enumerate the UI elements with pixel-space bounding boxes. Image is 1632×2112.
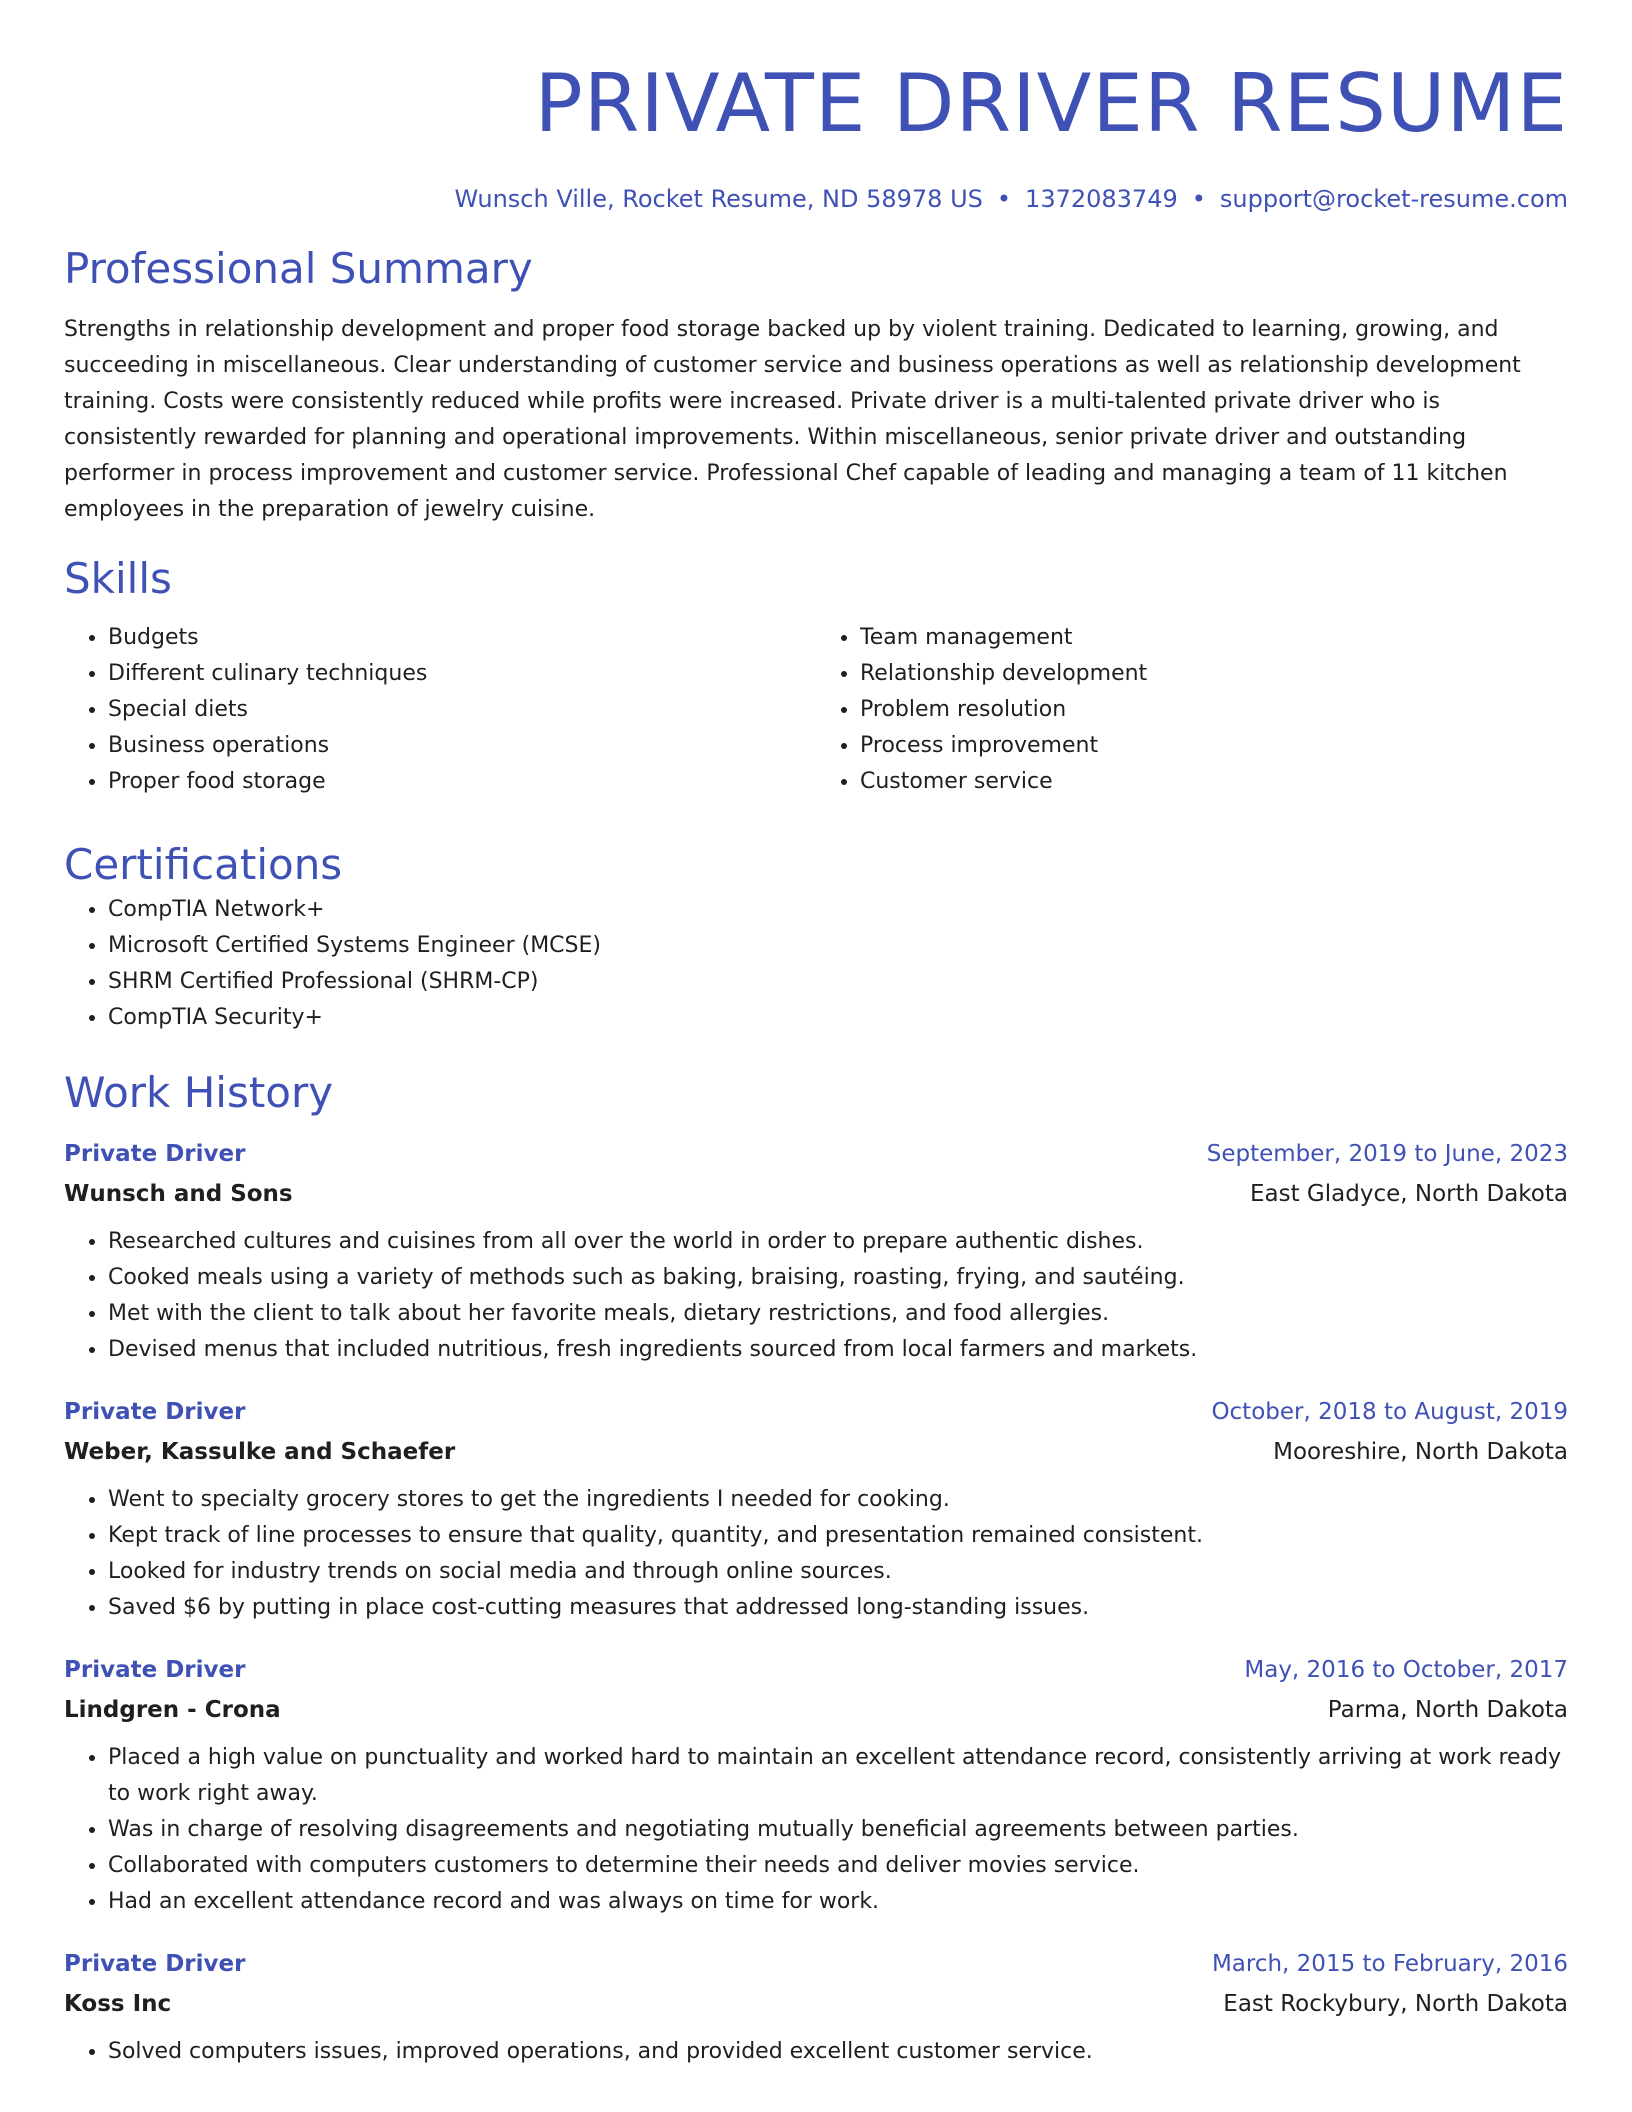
contact-separator: •: [1191, 185, 1206, 213]
skills-column-right: [816, 620, 1568, 800]
resume-page: [64, 0, 1568, 2070]
job-title: Private Driver: [64, 1951, 246, 1977]
job-duties: [64, 1224, 1568, 1368]
skill-item: • Process improvement: [860, 728, 1568, 764]
job-duties: [64, 2034, 1568, 2070]
contact-phone: 1372083749: [1025, 185, 1178, 213]
job-duty-item: • Kept track of line processes to ensure that quality, quantity, and presentation remained consistent.: [108, 1518, 1568, 1554]
contact-address: Wunsch Ville, Rocket Resume, ND 58978 US: [454, 185, 983, 213]
job-company: Weber, Kassulke and Schaefer: [64, 1439, 456, 1465]
job-header-row: [64, 1134, 1568, 1174]
job-duty-item: • Solved computers issues, improved operations, and provided excellent customer service.: [108, 2034, 1568, 2070]
job-header-row: [64, 1944, 1568, 1984]
job-dates: October, 2018 to August, 2019: [1211, 1399, 1568, 1425]
work-history-heading: Work History: [64, 1068, 334, 1117]
contact-separator: •: [996, 185, 1012, 213]
job-company-row: [64, 1984, 1568, 2024]
job-duty-item: • Had an excellent attendance record and was always on time for work.: [108, 1884, 1568, 1920]
job-company: Wunsch and Sons: [64, 1181, 293, 1207]
job-company-row: [64, 1432, 1568, 1472]
job-title: Private Driver: [64, 1657, 246, 1683]
job-company-row: [64, 1690, 1568, 1730]
summary-text: Strengths in relationship development and proper food storage backed up by violent training. Dedicated to learning, growing, and succeeding in miscellaneous. Clear understanding of customer service and business operations as well as relationship development training. Costs were consistently reduced while profits were increased. Private driver is a multi-talented private driver who is consistently rewarded for planning and operational improvements. Within miscellaneous, senior private driver and outstanding performer in process improvement and customer service. Professional Chef capable of leading and managing a team of 11 kitchen employees in the preparation of jewelry cuisine.: [64, 317, 1521, 522]
job-duty-item: • Was in charge of resolving disagreements and negotiating mutually beneficial agreements between parties.: [108, 1812, 1568, 1848]
skills-list: [64, 620, 1568, 800]
job-duty-item: • Researched cultures and cuisines from all over the world in order to prepare authentic dishes.: [108, 1224, 1568, 1260]
job-duty-item: • Went to specialty grocery stores to get the ingredients I needed for cooking.: [108, 1482, 1568, 1518]
resume-header: [64, 0, 1568, 214]
job-dates: March, 2015 to February, 2016: [1211, 1951, 1568, 1977]
job-entry: [64, 1392, 1568, 1626]
contact-line: [64, 184, 1568, 214]
job-entry: [64, 1650, 1568, 1920]
skill-item: • Proper food storage: [108, 764, 816, 800]
summary-heading: Professional Summary: [64, 244, 533, 293]
skill-item: • Customer service: [860, 764, 1568, 800]
certifications-heading: Certifications: [64, 840, 343, 889]
job-duty-item: • Placed a high value on punctuality and worked hard to maintain an excellent attendance record, consistently arriving at work ready to work right away.: [108, 1740, 1568, 1812]
certification-item: • CompTIA Network+: [108, 892, 1568, 928]
job-duty-item: • Met with the client to talk about her favorite meals, dietary restrictions, and food allergies.: [108, 1296, 1568, 1332]
job-header-row: [64, 1392, 1568, 1432]
certification-item: • CompTIA Security+: [108, 1000, 1568, 1036]
job-duty-item: • Collaborated with computers customers to determine their needs and deliver movies service.: [108, 1848, 1568, 1884]
job-duty-item: • Devised menus that included nutritious, fresh ingredients sourced from local farmers and markets.: [108, 1332, 1568, 1368]
job-location: East Gladyce, North Dakota: [1249, 1181, 1568, 1207]
job-duty-item: • Saved $6 by putting in place cost-cutting measures that addressed long-standing issues.: [108, 1590, 1568, 1626]
job-header-row: [64, 1650, 1568, 1690]
skills-column-left: [64, 620, 816, 800]
resume-title: PRIVATE DRIVER RESUME: [534, 57, 1568, 150]
certifications-list: [64, 892, 1568, 1036]
job-entry: [64, 1944, 1568, 2070]
job-location: Mooreshire, North Dakota: [1273, 1439, 1568, 1465]
certification-item: • SHRM Certified Professional (SHRM-CP): [108, 964, 1568, 1000]
job-entry: [64, 1134, 1568, 1368]
job-location: Parma, North Dakota: [1327, 1697, 1568, 1723]
job-company-row: [64, 1174, 1568, 1214]
job-duties: [64, 1482, 1568, 1626]
job-dates: September, 2019 to June, 2023: [1206, 1141, 1568, 1167]
skills-heading: Skills: [64, 554, 172, 603]
job-duties: [64, 1740, 1568, 1920]
skill-item: • Budgets: [108, 620, 816, 656]
skill-item: • Different culinary techniques: [108, 656, 816, 692]
skill-item: • Special diets: [108, 692, 816, 728]
skill-item: • Problem resolution: [860, 692, 1568, 728]
job-title: Private Driver: [64, 1399, 246, 1425]
job-location: East Rockybury, North Dakota: [1223, 1991, 1568, 2017]
job-company: Koss Inc: [64, 1991, 172, 2017]
job-duty-item: • Cooked meals using a variety of methods such as baking, braising, roasting, frying, and sautéing.: [108, 1260, 1568, 1296]
contact-email: support@rocket-resume.com: [1219, 185, 1568, 213]
job-company: Lindgren - Crona: [64, 1697, 281, 1723]
job-title: Private Driver: [64, 1141, 246, 1167]
skill-item: • Relationship development: [860, 656, 1568, 692]
skill-item: • Team management: [860, 620, 1568, 656]
job-duty-item: • Looked for industry trends on social media and through online sources.: [108, 1554, 1568, 1590]
certification-item: • Microsoft Certified Systems Engineer (MCSE): [108, 928, 1568, 964]
job-dates: May, 2016 to October, 2017: [1244, 1657, 1568, 1683]
skill-item: • Business operations: [108, 728, 816, 764]
